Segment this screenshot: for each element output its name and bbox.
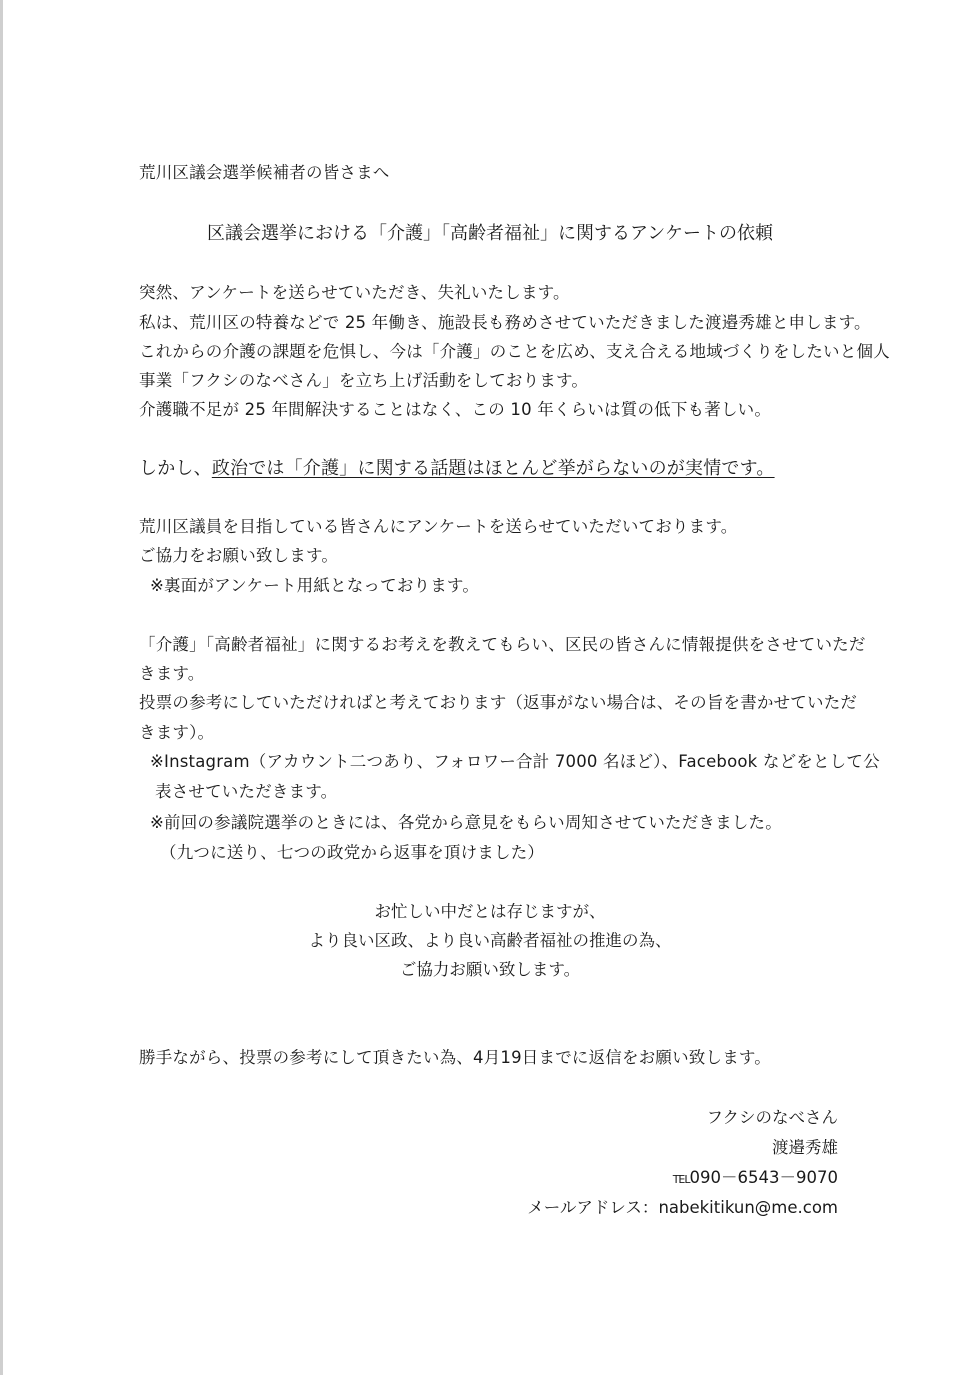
intro-line: 突然、アンケートを送らせていただき、失礼いたします。 <box>139 283 570 302</box>
signature-name: 渡邉秀雄 <box>772 1138 838 1157</box>
intro-line: 介護職不足が 25 年間解決することはなく、この 10 年くらいは質の低下も著しい。 <box>139 400 772 419</box>
signature-org: フクシのなべさん <box>706 1108 838 1127</box>
tel-label: TEL <box>672 1173 690 1186</box>
page-edge <box>0 0 3 1375</box>
signature-tel <box>673 1167 838 1191</box>
letter-title: 区議会選挙における「介護」「高齢者福祉」に関するアンケートの依頼 <box>207 223 773 244</box>
closing-line: お忙しい中だとは存じますが、 <box>374 902 606 921</box>
closing-line: ご協力お願い致します。 <box>399 960 581 979</box>
request-line: ご協力をお願い致します。 <box>139 546 339 565</box>
intro-line: これからの介護の課題を危惧し、今は「介護」のことを広め、支え合える地域づくりをしたいと個人 <box>139 342 890 361</box>
email-address: nabekitikun@me.com <box>658 1198 838 1217</box>
addressee: 荒川区議会選挙候補者の皆さまへ <box>139 163 390 182</box>
purpose-line: きます）。 <box>139 723 215 742</box>
purpose-line: 投票の参考にしていただければと考えております（返事がない場合は、その旨を書かせていただ <box>139 693 858 712</box>
intro-line: 事業「フクシのなべさん」を立ち上げ活動をしております。 <box>139 371 589 390</box>
emphasis-statement <box>139 457 775 481</box>
intro-line: 私は、荒川区の特養などで 25 年働き、施設長も務めさせていただきました渡邉秀雄と申します。 <box>139 313 871 332</box>
deadline-notice: 勝手ながら、投票の参考にして頂きたい為、4月19日までに返信をお願い致します。 <box>139 1048 771 1067</box>
email-label: メールアドレス： <box>527 1198 659 1217</box>
purpose-note: 表させていただきます。 <box>155 782 338 801</box>
purpose-note: （九つに送り、七つの政党から返事を頂けました） <box>160 843 545 862</box>
purpose-note: ※Instagram（アカウント二つあり、フォロワー合計 7000 名ほど）、Facebook などをとして公 <box>150 752 880 771</box>
emphasis-underlined: 政治では「介護」に関する話題はほとんど挙がらないのが実情です。 <box>211 458 775 479</box>
request-note: ※裏面がアンケート用紙となっております。 <box>150 576 480 595</box>
emphasis-prefix: しかし、 <box>139 458 212 479</box>
purpose-line: きます。 <box>139 664 205 683</box>
tel-number: 090－6543－9070 <box>689 1168 838 1187</box>
purpose-note: ※前回の参議院選挙のときには、各党から意見をもらい周知させていただきました。 <box>150 813 782 832</box>
purpose-line: 「介護」「高齢者福祉」に関するお考えを教えてもらい、区民の皆さんに情報提供をさせていただ <box>139 635 866 654</box>
closing-line: より良い区政、より良い高齢者福祉の推進の為、 <box>308 931 672 950</box>
request-line: 荒川区議員を目指している皆さんにアンケートを送らせていただいております。 <box>139 517 738 536</box>
signature-email <box>527 1197 838 1219</box>
